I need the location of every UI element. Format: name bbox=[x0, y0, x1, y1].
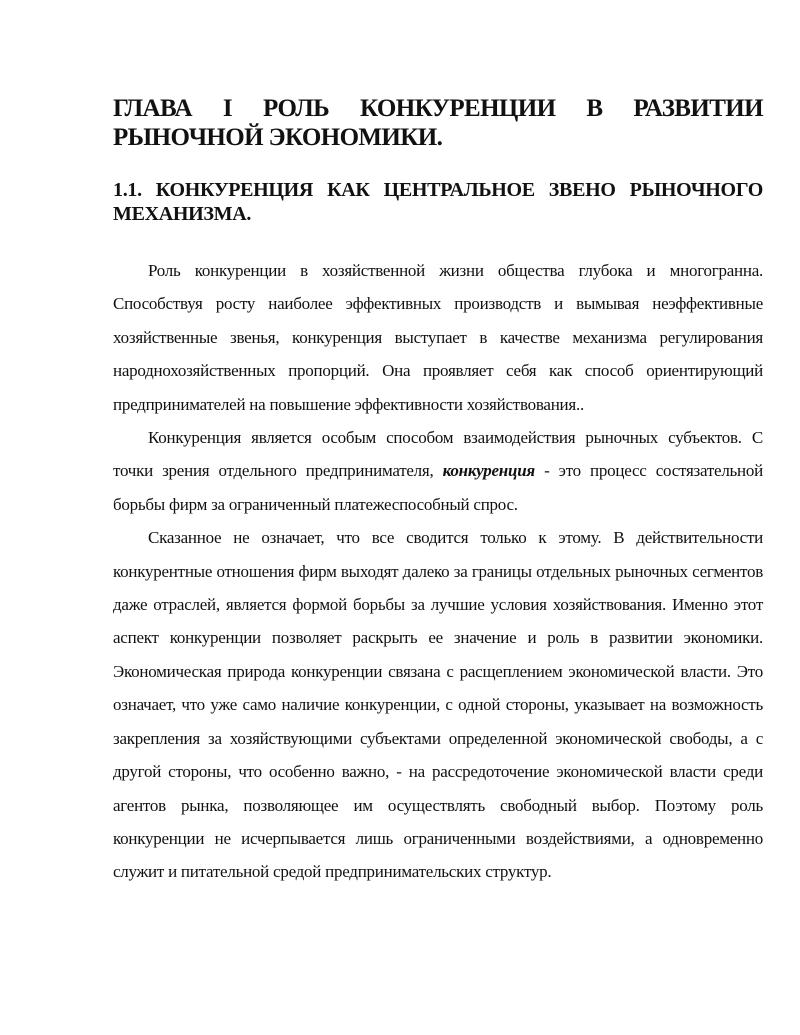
paragraph-2-tail: - это процесс состязательной борьбы фирм за ограниченный платежеспособный спрос. bbox=[113, 461, 763, 514]
paragraph-3: Сказанное не означает, что все сводится только к этому. В действительности конкурентные отношения фирм выходят далеко за границы отдельных рыночных сегментов даже отраслей, является формой борьбы за лучшие условия хозяйствования. Именно этот аспект конкуренции позволяет раскрыть ее значение и роль в развитии экономики. Экономическая природа конкуренции связана с расщеплением экономической власти. Это означает, что уже само наличие конкуренции, с одной стороны, указывает на возможность закрепления за хозяйствующими субъектами определенной экономической свободы, а с другой стороны, что особенно важно, - на рассредоточение экономической власти среди агентов рынка, позволяющее им осуществлять свободный выбор. Поэтому роль конкуренции не исчерпывается лишь ограниченными воздействиями, а одновременно служит и питательной средой предпринимательских структур. bbox=[113, 528, 763, 882]
paragraph-2 bbox=[113, 421, 763, 521]
chapter-title: ГЛАВА I РОЛЬ КОНКУРЕНЦИИ В РАЗВИТИИ РЫНОЧНОЙ ЭКОНОМИКИ. bbox=[113, 95, 763, 151]
section-title: 1.1. КОНКУРЕНЦИЯ КАК ЦЕНТРАЛЬНОЕ ЗВЕНО РЫНОЧНОГО МЕХАНИЗМА. bbox=[113, 179, 763, 225]
paragraph-2-lead: Конкуренция является особым способом взаимодействия рыночных субъектов. С точки зрения отдельного предпринимателя, bbox=[113, 428, 763, 481]
paragraph-1: Роль конкуренции в хозяйственной жизни общества глубока и многогранна. Способствуя росту наиболее эффективных производств и вымывая неэффективные хозяйственные звенья, конкуренция выступает в качестве механизма регулирования народнохозяйственных пропорций. Она проявляет себя как способ ориентирующий предпринимателей на повышение эффективности хозяйствования.. bbox=[113, 261, 763, 414]
document-body bbox=[113, 254, 763, 889]
emphasized-term: конкуренция bbox=[442, 461, 535, 481]
